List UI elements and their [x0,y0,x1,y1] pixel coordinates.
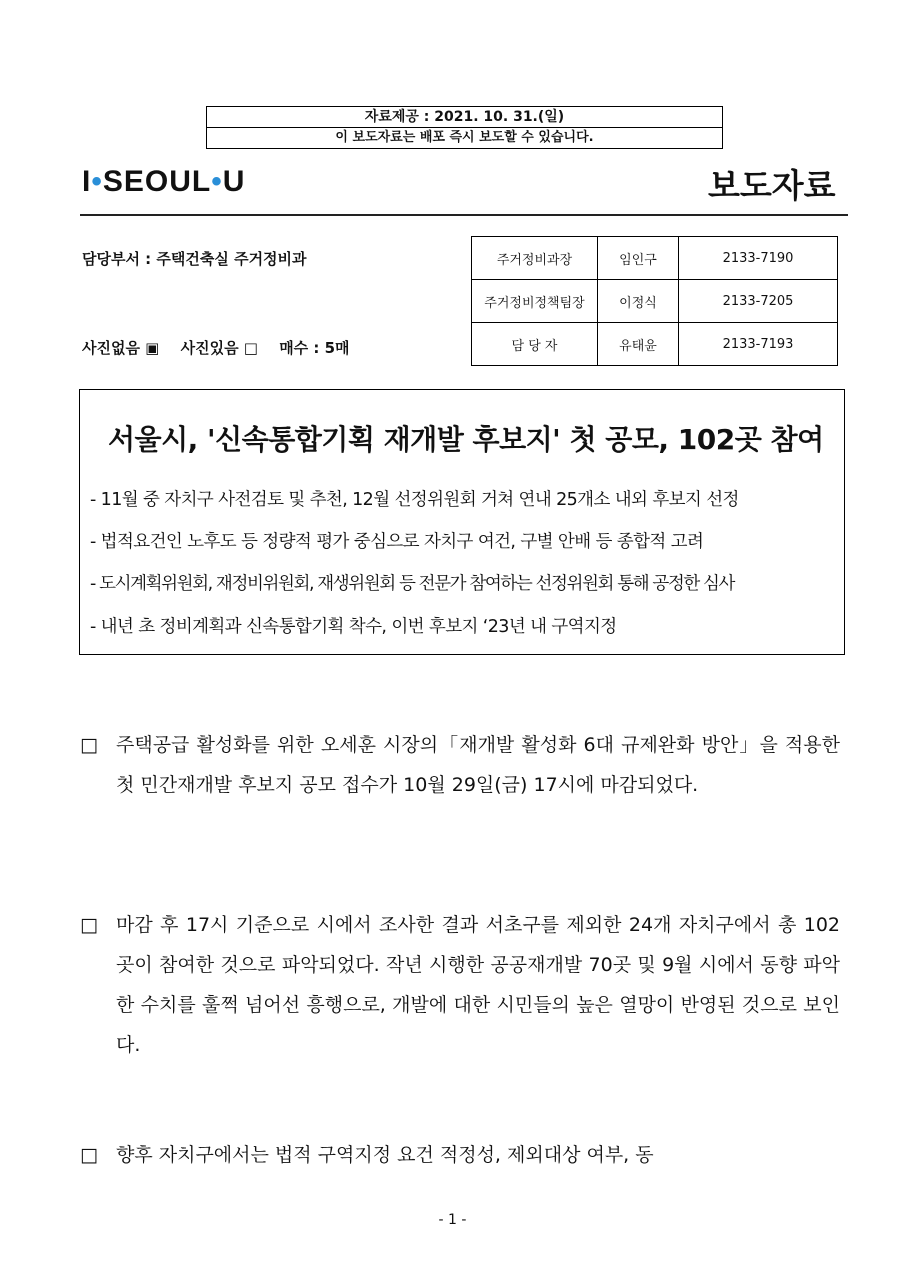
photo-info [82,337,366,358]
contact-role: 주거정비과장 [472,237,598,280]
checkbox-marker: □ [80,734,98,756]
subpoint: - 11월 중 자치구 사전검토 및 추천, 12월 선정위원회 거쳐 연내 25개소 내외 후보지 선정 [90,490,739,510]
seoul-logo [82,165,245,199]
body-paragraph [80,725,840,805]
logo-part-seoul: SEOUL [102,165,212,198]
has-photo-checkbox: 사진있음 □ [180,339,258,357]
table-row [472,280,838,323]
embargo-notice: 이 보도자료는 배포 즉시 보도할 수 있습니다. [335,130,594,145]
body-paragraph [80,1135,840,1175]
subpoint: - 도시계획위원회, 재정비위원회, 재생위원회 등 전문가 참여하는 선정위원회 통해 공정한 심사 [90,574,735,594]
logo-part-i: I [82,165,92,198]
paragraph-text: 마감 후 17시 기준으로 시에서 조사한 결과 서초구를 제외한 24개 자치구에서 총 102곳이 참여한 것으로 파악되었다. 작년 시행한 공공재개발 70곳 및 9월 시에서 동향 파악한 수치를 훌쩍 넘어선 흥행으로, 개발에 대한 시민들의 높은 열망이 반영된 것으로 보인다. [116,914,840,1056]
checkbox-marker: □ [80,1144,98,1166]
headline-box [79,389,845,655]
subpoint: - 법적요건인 노후도 등 정량적 평가 중심으로 자치구 여건, 구별 안배 등 종합적 고려 [90,532,704,552]
department: 담당부서 : 주택건축실 주거정비과 [82,250,307,268]
table-row [472,323,838,366]
paragraph-text: 향후 자치구에서는 법적 구역지정 요건 적정성, 제외대상 여부, 동 [116,1144,654,1166]
header-divider [80,214,848,216]
contact-name: 임인구 [598,237,679,280]
doc-type-title: 보도자료 [708,166,836,205]
checkbox-marker: □ [80,914,98,936]
body-paragraph [80,905,840,1065]
contact-name: 유태윤 [598,323,679,366]
contact-phone: 2133-7205 [679,280,838,323]
no-photo-checkbox: 사진없음 ▣ [82,339,160,357]
logo-dot-icon: • [91,165,103,198]
table-row [472,237,838,280]
headline: 서울시, '신속통합기획 재개발 후보지' 첫 공모, 102곳 참여 [108,423,824,456]
contact-phone: 2133-7190 [679,237,838,280]
release-date: 자료제공 : 2021. 10. 31.(일) [207,107,722,128]
contact-phone: 2133-7193 [679,323,838,366]
paragraph-text: 주택공급 활성화를 위한 오세훈 시장의「재개발 활성화 6대 규제완화 방안」을 적용한 첫 민간재개발 후보지 공모 접수가 10월 29일(금) 17시에 마감되었다. [116,734,840,796]
page-count: 매수 : 5매 [279,339,350,357]
contact-role: 주거정비정책팀장 [472,280,598,323]
logo-part-u: U [222,165,246,198]
contacts-table [471,236,838,366]
contact-role: 담 당 자 [472,323,598,366]
page-number: - 1 - [438,1212,467,1228]
logo-dot-icon: • [211,165,223,198]
subpoint: - 내년 초 정비계획과 신속통합기획 착수, 이번 후보지 ‘23년 내 구역지정 [90,617,617,637]
contact-name: 이정식 [598,280,679,323]
release-info-box [206,106,723,149]
